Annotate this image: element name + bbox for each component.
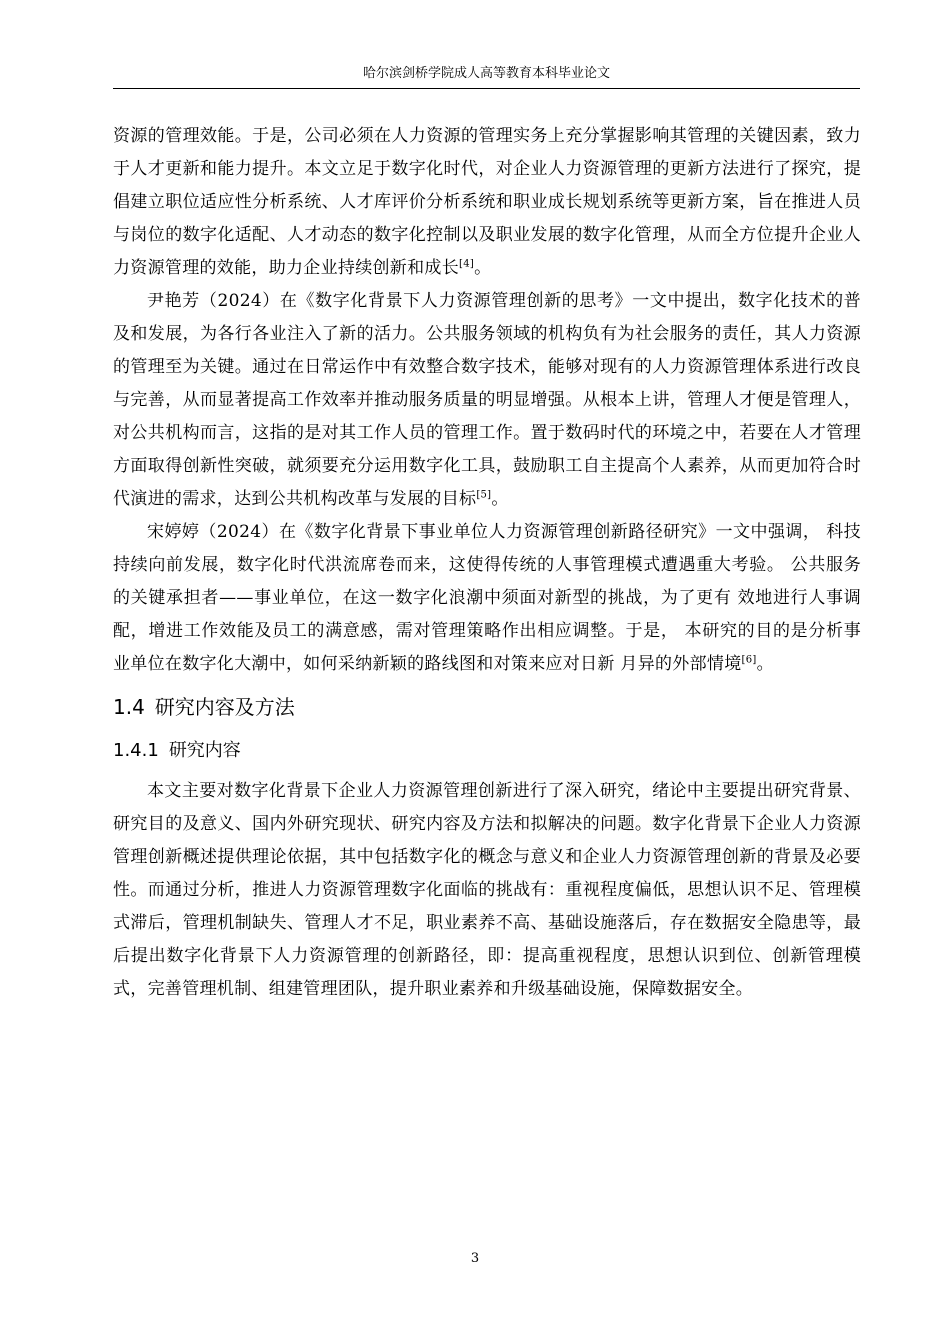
paragraph-text: 宋婷婷（2024）在《数字化背景下事业单位人力资源管理创新路径研究》一文中强调， 科技持续向前发展，数字化时代洪流席卷而来，这使得传统的人事管理模式遭遇重大考验。 公共服务的关键承担者——事业单位，在这一数字化浪潮中须面对新型的挑战，为了更有 效地进行人事调配，增进工作效能及员工的满意感，需对管理策略作出相应调整。于是， 本研究的目的是分析事业单位在数字化大潮中，如何采纳新颖的路线图和对策来应对日新 月异的外部情境 — [113, 522, 861, 674]
subsection-number: 1.4.1 — [113, 740, 159, 761]
paragraph-song — [113, 516, 861, 681]
paragraph-end: 。 — [474, 258, 492, 278]
paragraph-research-content: 本文主要对数字化背景下企业人力资源管理创新进行了深入研究，绪论中主要提出研究背景、研究目的及意义、国内外研究现状、研究内容及方法和拟解决的问题。数字化背景下企业人力资源管理创新概述提供理论依据，其中包括数字化的概念与意义和企业人力资源管理创新的背景及必要性。而通过分析，推进人力资源管理数字化面临的挑战有：重视程度偏低，思想认识不足、管理模式滞后，管理机制缺失、管理人才不足，职业素养不高、基础设施落后，存在数据安全隐患等，最后提出数字化背景下人力资源管理的创新路径，即：提高重视程度，思想认识到位、创新管理模式，完善管理机制、组建管理团队，提升职业素养和升级基础设施，保障数据安全。 — [113, 781, 861, 999]
citation-ref: [6] — [741, 654, 757, 666]
subsection-heading — [113, 729, 861, 773]
subsection-title: 研究内容 — [168, 740, 241, 761]
section-heading — [113, 685, 861, 729]
section-number: 1.4 — [113, 695, 145, 719]
page-number: 3 — [470, 1251, 480, 1266]
paragraph-text: 尹艳芳（2024）在《数字化背景下人力资源管理创新的思考》一文中提出，数字化技术的普及和发展，为各行各业注入了新的活力。公共服务领域的机构负有为社会服务的责任，其人力资源的管理至为关键。通过在日常运作中有效整合数字技术，能够对现有的人力资源管理体系进行改良与完善，从而显著提高工作效率并推动服务质量的明显增强。从根本上讲，管理人才便是管理人，对公共机构而言，这指的是对其工作人员的管理工作。置于数码时代的环境之中，若要在人才管理方面取得创新性突破，就须要充分运用数字化工具，鼓励职工自主提高个人素养，从而更加符合时代演进的需求，达到公共机构改革与发展的目标 — [113, 291, 861, 509]
paragraph-end: 。 — [756, 654, 774, 674]
paragraph-yin — [113, 285, 861, 516]
paragraph-continued — [113, 120, 861, 285]
paragraph-end: 。 — [491, 489, 509, 509]
citation-ref: [5] — [476, 489, 492, 501]
page-header — [113, 63, 860, 89]
citation-ref: [4] — [459, 258, 475, 270]
section-title: 研究内容及方法 — [154, 695, 295, 719]
page-footer — [0, 1249, 950, 1269]
page-body — [113, 120, 861, 1006]
header-title: 哈尔滨剑桥学院成人高等教育本科毕业论文 — [362, 66, 610, 81]
paragraph-text: 资源的管理效能。于是，公司必须在人力资源的管理实务上充分掌握影响其管理的关键因素，致力于人才更新和能力提升。本文立足于数字化时代，对企业人力资源管理的更新方法进行了探究，提倡建立职位适应性分析系统、人才库评价分析系统和职业成长规划系统等更新方案，旨在推进人员与岗位的数字化适配、人才动态的数字化控制以及职业发展的数字化管理，从而全方位提升企业人力资源管理的效能，助力企业持续创新和成长 — [113, 126, 861, 278]
